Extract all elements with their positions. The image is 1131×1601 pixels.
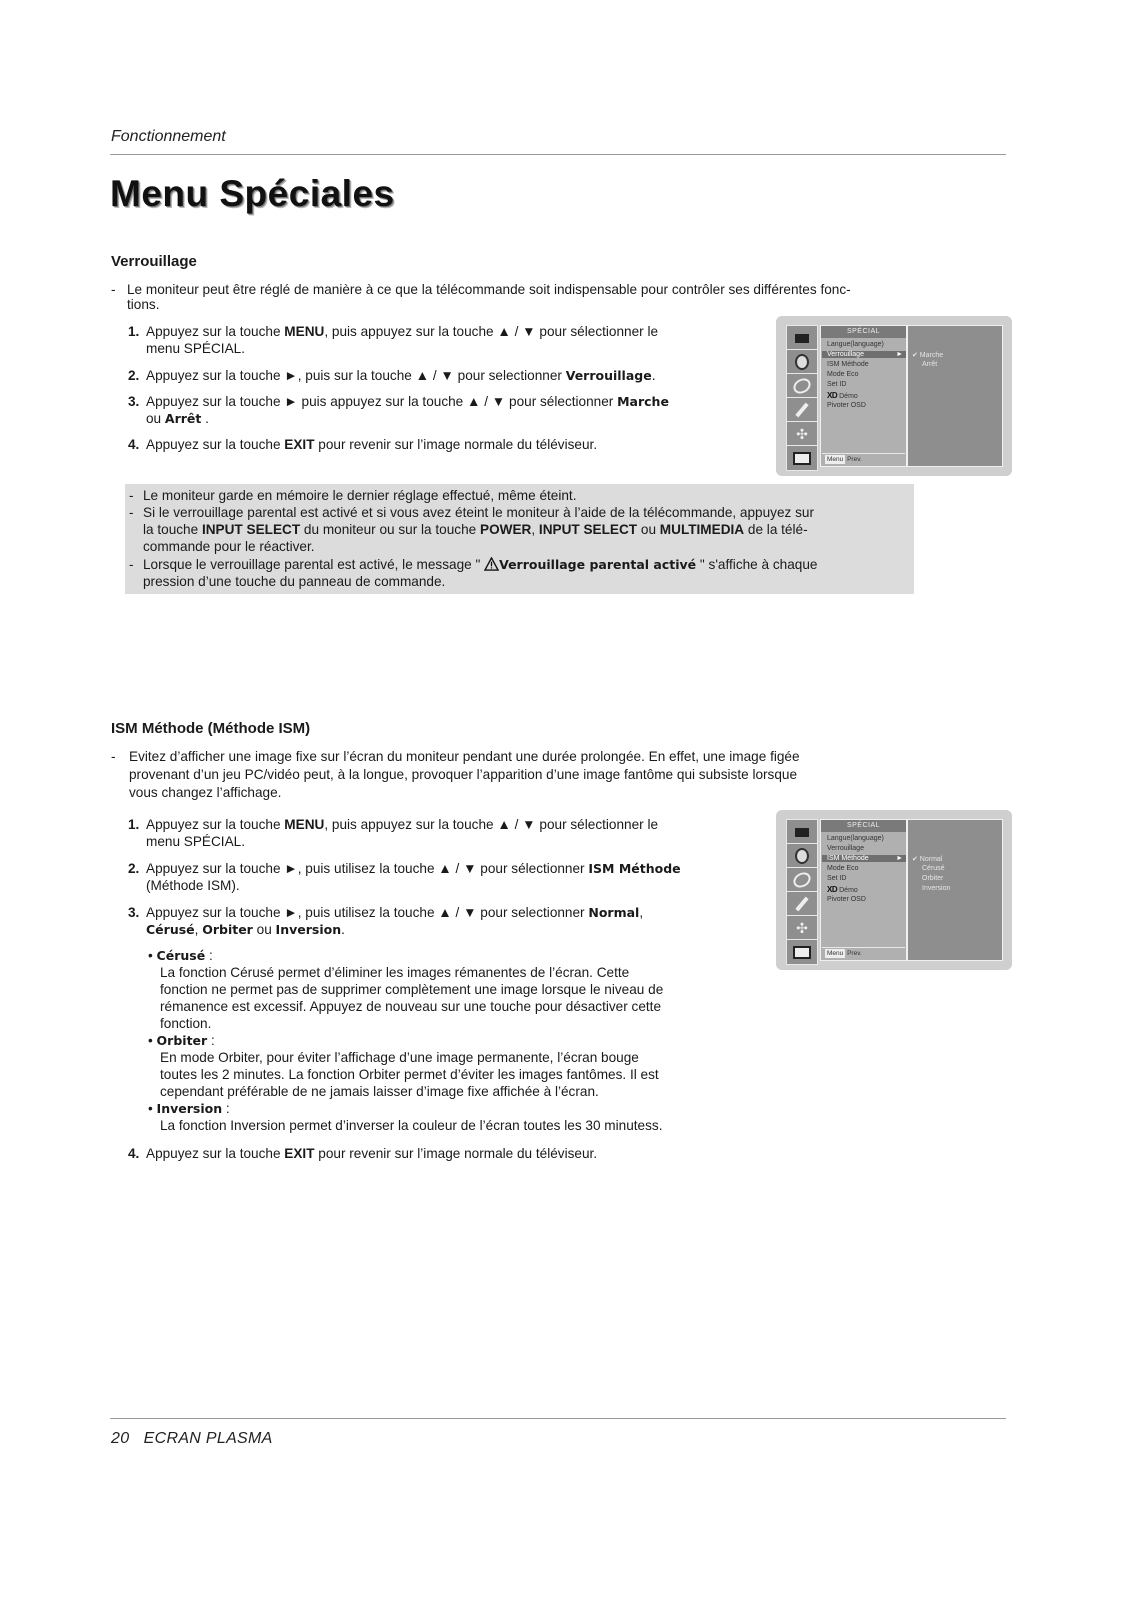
- section-label: Fonctionnement: [111, 128, 226, 145]
- intro-line: Evitez d’afficher une image fixe sur l’écran du moniteur pendant une durée prolongée. En effet, une image figée: [129, 749, 800, 764]
- osd-item-ism[interactable]: ISM Méthode ►: [822, 855, 906, 862]
- screen-icon: ✣: [786, 915, 818, 941]
- osd-item-verrouillage[interactable]: Verrouillage: [827, 845, 864, 852]
- picture-icon: [786, 325, 818, 351]
- osd-bottom-bar: Menu Prev.: [822, 947, 905, 959]
- osd-main-panel: [820, 325, 907, 467]
- note-line: la touche INPUT SELECT du moniteur ou sur la touche POWER, INPUT SELECT ou MULTIMEDIA de la télé-: [143, 522, 808, 537]
- xd-logo: XD: [827, 885, 838, 894]
- osd-item-set-id[interactable]: Set ID: [827, 875, 847, 882]
- osd-option-ceruse[interactable]: Cérusé: [922, 865, 945, 872]
- osd-item-mode-eco[interactable]: Mode Eco: [827, 865, 859, 872]
- osd-menu-ism: [776, 810, 1012, 970]
- intro-line: Le moniteur peut être réglé de manière à ce que la télécommande soit indispensable pour contrôler ses différentes fonc-: [127, 282, 851, 297]
- special-icon: [786, 397, 818, 423]
- intro-line: vous changez l’affichage.: [129, 785, 282, 800]
- note-line: pression d’une touche du panneau de commande.: [143, 574, 446, 589]
- osd-item-set-id[interactable]: Set ID: [827, 381, 847, 388]
- page-footer: [111, 1430, 273, 1448]
- ism-heading: ISM Méthode (Méthode ISM): [111, 720, 311, 737]
- sound-icon: [786, 843, 818, 869]
- xd-logo: XD: [827, 391, 838, 400]
- header-rule: [110, 154, 1006, 155]
- osd-option-arret[interactable]: Arrêt: [922, 361, 938, 368]
- osd-item-ism[interactable]: ISM Méthode: [827, 361, 869, 368]
- note-line: Le moniteur garde en mémoire le dernier réglage effectué, même éteint.: [143, 488, 577, 503]
- osd-item-verrouillage[interactable]: Verrouillage ►: [822, 351, 906, 358]
- note-box: - Le moniteur garde en mémoire le dernier réglage effectué, même éteint. - Si le verrouillage parental est activé et si vous avez éteint le moniteur à l’aide de la télécommande, appuyez sur la touche INPUT SELECT du moniteur ou sur la touche POWER, INPUT SELECT ou MULTIMEDIA de la télé- commande pour le réactiver. - Lorsque le verrouillage parental est activé, le message " Verrouillage parental activé " s'affiche à chaque pression d’une touche du panneau de commande.: [125, 484, 914, 594]
- screen-icon: ✣: [786, 421, 818, 447]
- osd-bottom-bar: Menu Prev.: [822, 453, 905, 465]
- note-line: Si le verrouillage parental est activé et si vous avez éteint le moniteur à l’aide de la télécommande, appuyez sur: [143, 505, 814, 520]
- osd-options-panel: [907, 819, 1003, 961]
- osd-option-orbiter[interactable]: Orbiter: [922, 875, 944, 882]
- verrouillage-heading: Verrouillage: [111, 253, 197, 270]
- pip-icon: [786, 445, 818, 471]
- osd-item-langue[interactable]: Langue(language): [827, 341, 884, 348]
- osd-item-demo[interactable]: XD Démo: [827, 885, 858, 894]
- note-line: Lorsque le verrouillage parental est activé, le message " Verrouillage parental activé " s'affiche à chaque: [143, 557, 818, 572]
- note-line: commande pour le réactiver.: [143, 539, 315, 554]
- intro-line: tions.: [127, 297, 160, 312]
- osd-header: SPÉCIAL: [821, 820, 906, 832]
- page-title: Menu Spéciales: [110, 173, 395, 214]
- osd-menu-verrouillage: [776, 316, 1012, 476]
- time-icon: [786, 867, 818, 893]
- sound-icon: [786, 349, 818, 375]
- osd-item-pivoter[interactable]: Pivoter OSD: [827, 896, 866, 903]
- osd-option-inversion[interactable]: Inversion: [922, 885, 951, 892]
- pip-icon: [786, 939, 818, 965]
- product-name: ECRAN PLASMA: [143, 1430, 273, 1447]
- osd-option-marche[interactable]: ✔ Marche: [912, 352, 944, 359]
- osd-option-normal[interactable]: ✔ Normal: [912, 856, 943, 863]
- osd-item-demo[interactable]: XD Démo: [827, 391, 858, 400]
- special-icon: [786, 891, 818, 917]
- picture-icon: [786, 819, 818, 845]
- osd-item-pivoter[interactable]: Pivoter OSD: [827, 402, 866, 409]
- osd-main-panel: [820, 819, 907, 961]
- osd-icon-column: [786, 325, 818, 467]
- page-number: 20: [111, 1430, 130, 1447]
- osd-item-mode-eco[interactable]: Mode Eco: [827, 371, 859, 378]
- osd-header: SPÉCIAL: [821, 326, 906, 338]
- osd-options-panel: [907, 325, 1003, 467]
- osd-item-langue[interactable]: Langue(language): [827, 835, 884, 842]
- intro-line: provenant d’un jeu PC/vidéo peut, à la longue, provoquer l’apparition d’une image fantôme qui subsiste lorsque: [129, 767, 798, 782]
- footer-rule: [110, 1418, 1006, 1419]
- osd-icon-column: [786, 819, 818, 961]
- warning-icon: [484, 557, 499, 571]
- time-icon: [786, 373, 818, 399]
